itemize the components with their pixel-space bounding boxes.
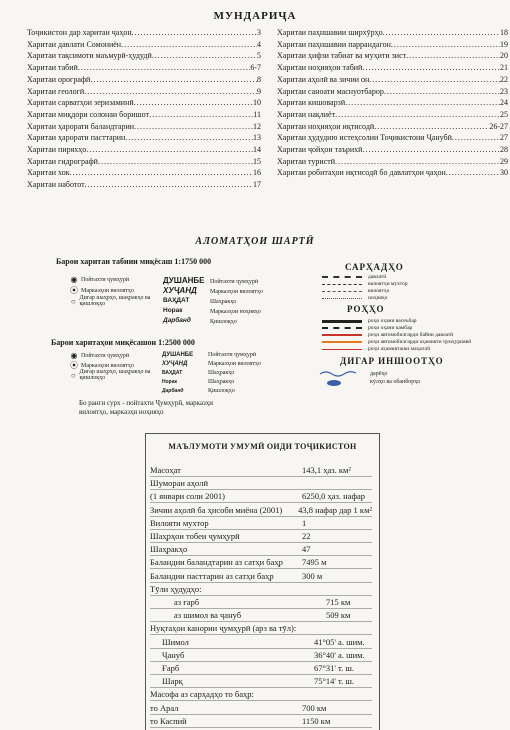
toc-title: Харитаи ноҳияҳои табиӣ bbox=[277, 63, 363, 73]
toc-item bbox=[27, 156, 261, 168]
info-value: 509 км bbox=[326, 610, 351, 621]
info-key: аз шимол ва ҷануб bbox=[174, 610, 242, 621]
toc-leader bbox=[78, 62, 251, 74]
toc-page: 20 bbox=[500, 51, 508, 61]
info-value bbox=[302, 688, 372, 700]
river-lake-icon bbox=[318, 368, 368, 388]
border-district: ноҳияҳо bbox=[322, 295, 387, 301]
toc-item bbox=[27, 27, 261, 39]
toc-title: Харитаи ҷойҳои таърихӣ bbox=[277, 145, 363, 155]
info-value: 36°40' а. шим. bbox=[314, 649, 365, 660]
toc-item bbox=[277, 86, 508, 98]
toc-leader bbox=[383, 27, 500, 39]
roads-title: РОҲҲО bbox=[347, 304, 385, 314]
toc-title: Харитаи миқдори солонаи боришот bbox=[27, 109, 150, 119]
toc-item bbox=[27, 109, 261, 121]
center-symbol-icon: ⦿ bbox=[70, 361, 78, 370]
toc-page: 28 bbox=[500, 145, 508, 155]
toc-leader bbox=[369, 74, 500, 86]
toc-title: Харитаи нақлиёт bbox=[277, 109, 336, 119]
toc-item bbox=[277, 97, 508, 109]
info-box bbox=[145, 433, 380, 730]
toc-item bbox=[277, 50, 508, 62]
info-value: 22 bbox=[302, 531, 311, 541]
toc-item bbox=[277, 167, 508, 179]
info-key: аз ғарб bbox=[174, 597, 200, 607]
info-row bbox=[150, 570, 372, 583]
toc-title: Харитаи ноҳияҳои иқтисодӣ bbox=[277, 121, 375, 131]
toc-item bbox=[277, 121, 508, 133]
toc-item bbox=[277, 109, 508, 121]
info-row bbox=[150, 675, 372, 688]
toc-leader bbox=[149, 109, 253, 121]
toc-item bbox=[277, 156, 508, 168]
info-value bbox=[302, 622, 372, 634]
border-autonomous: вилоятҳи мухтор bbox=[322, 281, 408, 287]
border-state: давлатӣ bbox=[322, 274, 386, 280]
info-value: 43,8 нафар дар 1 км² bbox=[298, 504, 372, 515]
info-value: 67°31' т. ш. bbox=[314, 663, 355, 673]
toc-leader bbox=[452, 132, 500, 144]
toc-title: Харитаи кишоварзӣ bbox=[277, 98, 346, 108]
toc-leader bbox=[374, 121, 489, 133]
info-row bbox=[150, 530, 372, 543]
capital-symbol-icon: ◉ bbox=[70, 351, 78, 360]
toc-leader bbox=[85, 179, 253, 191]
toc-leader bbox=[86, 144, 253, 156]
road-narrow-rail: роҳи оҳани камбар bbox=[322, 325, 412, 331]
toc-title: Харитаи геологӣ bbox=[27, 86, 85, 96]
toc-item bbox=[277, 74, 508, 86]
toc-page: 3 bbox=[257, 28, 261, 37]
legend-title: АЛОМАТҲОИ ШАРТӢ bbox=[195, 236, 315, 247]
toc-title: Харитаи туристӣ bbox=[277, 156, 336, 166]
info-key: Вилояти мухтор bbox=[150, 517, 209, 528]
toc-title: Харитаи наботот bbox=[27, 180, 85, 190]
toc-leader bbox=[406, 50, 500, 62]
toc-leader bbox=[362, 144, 500, 156]
info-value: 41°05' а. шим. bbox=[314, 636, 365, 647]
toc-page: 4 bbox=[257, 39, 261, 49]
toc-page: 27 bbox=[500, 133, 508, 143]
toc-title: Харитаи саноати маснуотбарор bbox=[277, 86, 384, 96]
info-row bbox=[150, 490, 372, 503]
toc-page: 19 bbox=[500, 39, 508, 49]
info-key: Шаҳрҳои тобеи ҷумҳурӣ bbox=[150, 531, 240, 541]
legend-a-names: ДУШАНБЕ ХУҶАНД ВАҲДАТ Норак Дарбанд bbox=[163, 276, 205, 324]
toc-leader bbox=[335, 156, 500, 168]
toc-page: 24 bbox=[500, 98, 508, 108]
legend-a-sym-other: ○ Дигар шаҳрҳо, шаҳракҳо ва қишлоқҳо bbox=[67, 295, 167, 307]
info-key: Зичии аҳолӣ ба ҳисоби миёна (2001) bbox=[150, 504, 283, 515]
toc-item bbox=[277, 39, 508, 51]
toc-leader bbox=[134, 121, 253, 133]
toc-leader bbox=[90, 74, 257, 86]
toc-title: Харитаи паҳншавии ширхӯрҳо bbox=[277, 28, 383, 37]
toc-title: Харитаи ҳифзи табиат ва муҳити зист bbox=[277, 51, 407, 61]
toc-page: 29 bbox=[500, 156, 508, 166]
toc-item bbox=[27, 97, 261, 109]
toc-title: Харитаи табиӣ bbox=[27, 63, 78, 73]
info-key: Шумораи аҳолӣ bbox=[150, 478, 208, 489]
road-republic: роҳи автомобилгарди аҳамияти ҷумҳуриявӣ bbox=[322, 339, 471, 345]
info-row bbox=[150, 464, 372, 477]
info-row bbox=[150, 596, 372, 609]
info-row bbox=[150, 609, 372, 622]
info-key: Масоҳат bbox=[150, 465, 181, 475]
toc-item bbox=[27, 62, 261, 74]
toc-page: 26-27 bbox=[489, 121, 508, 131]
toc-leader bbox=[125, 132, 253, 144]
info-value: 75°14' т. ш. bbox=[314, 676, 355, 687]
town-symbol-icon: ○ bbox=[70, 370, 76, 380]
info-value: 7495 м bbox=[302, 557, 327, 568]
toc-item bbox=[27, 132, 261, 144]
legend-b-names: ДУШАНБЕ ХУҶАНД ВАҲДАТ Норак Дарбанд bbox=[162, 352, 194, 394]
toc-page: 11 bbox=[253, 109, 261, 119]
toc-title: Харитаи сарватҳои зеризаминӣ bbox=[27, 98, 134, 108]
toc-item bbox=[27, 50, 261, 62]
toc-title: Харитаи паҳншавии паррандагон bbox=[277, 39, 391, 49]
info-key: Масофа аз сарҳадҳо то баҳр: bbox=[150, 689, 254, 700]
toc-item bbox=[27, 74, 261, 86]
toc-title: Харитаи ҳудудию истеҳсолии Тоҷикистони Ҷанубӣ bbox=[277, 133, 452, 143]
toc-leader bbox=[134, 97, 253, 109]
toc-item bbox=[27, 86, 261, 98]
info-value bbox=[302, 477, 372, 489]
legend-a-sym-capital: ◉ Пойтахти ҷумҳурӣ bbox=[67, 275, 129, 284]
info-key: то Каспий bbox=[150, 715, 187, 726]
toc-page: 21 bbox=[500, 63, 508, 73]
road-wide-rail: роҳи оҳани васеъбар bbox=[322, 318, 417, 324]
toc-page: 30 bbox=[500, 168, 508, 178]
legend-a-sym-center: ⦿ Марказҳои вилоятҳо bbox=[67, 285, 134, 296]
toc-leader bbox=[98, 156, 253, 168]
info-value: 1150 км bbox=[302, 715, 331, 726]
toc-item bbox=[27, 121, 261, 133]
info-row bbox=[150, 649, 372, 662]
info-key: (1 январи соли 2001) bbox=[150, 491, 225, 502]
toc-leader bbox=[121, 39, 257, 51]
toc-page: 23 bbox=[500, 86, 508, 96]
center-symbol-icon: ⦿ bbox=[70, 286, 78, 295]
info-row bbox=[150, 702, 372, 715]
toc-leader bbox=[84, 86, 257, 98]
toc-item bbox=[277, 62, 508, 74]
info-row bbox=[150, 517, 372, 530]
toc-item bbox=[27, 39, 261, 51]
toc-title: Харитаи давлати Сомониён bbox=[27, 39, 122, 49]
toc-page: 8 bbox=[257, 74, 261, 84]
toc-leader bbox=[345, 97, 500, 109]
info-row bbox=[150, 715, 372, 728]
toc-leader bbox=[70, 167, 253, 179]
toc-item bbox=[277, 27, 508, 39]
toc-leader bbox=[362, 62, 500, 74]
toc-title: Харитаи ҳарорати пасттарин bbox=[27, 133, 126, 143]
info-row bbox=[150, 556, 372, 569]
toc-title: Харитаи гидрографӣ bbox=[27, 156, 98, 166]
toc-leader bbox=[335, 109, 500, 121]
toc-page: 17 bbox=[253, 180, 261, 190]
info-key: Шаҳракҳо bbox=[150, 544, 188, 555]
toc-title: Харитаи аҳолӣ ва зичии он bbox=[277, 74, 370, 84]
toc-title: Харитаи робитаҳои иқтисодӣ бо давлатҳои ҷаҳон bbox=[277, 168, 446, 178]
town-symbol-icon: ○ bbox=[70, 296, 76, 306]
toc-page: 13 bbox=[253, 133, 261, 143]
legend-b-sym-other: ○ Дигар шаҳрҳо, шаҳракҳо ва қишлоқҳо bbox=[67, 369, 167, 381]
info-value bbox=[302, 583, 372, 595]
legend-b-sym-capital: ◉ Пойтахти ҷумҳурӣ bbox=[67, 351, 129, 360]
toc-title: Харитаи хок bbox=[27, 168, 70, 178]
info-row bbox=[150, 477, 372, 490]
toc-page: 18 bbox=[500, 28, 508, 37]
legend-b-label: Барои харитаҳои миқёсашон 1:2500 000 bbox=[51, 338, 195, 347]
info-row bbox=[150, 662, 372, 675]
toc-leader bbox=[152, 50, 257, 62]
info-key: Ҷануб bbox=[162, 649, 185, 660]
toc-leader bbox=[132, 27, 257, 39]
toc-page: 16 bbox=[253, 168, 261, 178]
info-key: Баландии пасттарин аз сатҳи баҳр bbox=[150, 570, 274, 581]
info-key: Баландии баландтарин аз сатҳи баҳр bbox=[150, 557, 283, 568]
toc-leader bbox=[446, 167, 500, 179]
info-value: 143,1 ҳаз. км² bbox=[302, 465, 351, 475]
info-value: 6250,0 ҳаз. нафар bbox=[302, 491, 365, 502]
toc-page: 12 bbox=[253, 121, 261, 131]
other-items: дарёҳо кӯлҳо ва обанборҳо bbox=[370, 371, 421, 385]
toc-page: 25 bbox=[500, 109, 508, 119]
toc-item bbox=[27, 167, 261, 179]
borders-title: САРҲАДҲО bbox=[345, 262, 404, 272]
legend-a-label: Барои харитаи табиии миқёсаш 1:1750 000 bbox=[56, 257, 212, 266]
info-row bbox=[150, 688, 372, 701]
page-title: МУНДАРИҶА bbox=[213, 10, 297, 22]
info-title: МАЪЛУМОТИ УМУМӢ ОИДИ ТОҶИКИСТОН bbox=[168, 442, 357, 451]
toc-leader bbox=[384, 86, 500, 98]
toc-page: 5 bbox=[257, 51, 261, 61]
toc-title: Тоҷикистон дар харитаи ҷаҳон bbox=[27, 28, 132, 37]
info-value: 715 км bbox=[326, 597, 351, 607]
toc-page: 10 bbox=[253, 98, 261, 108]
info-value: 1 bbox=[302, 517, 307, 528]
toc-page: 22 bbox=[500, 74, 508, 84]
legend-note: Бо ранги сурх - пойтахти Ҷумҳурӣ, марказҳи вилоятҳо, марказҳи ноҳияҳо bbox=[79, 399, 213, 416]
border-province: вилоятҳо bbox=[322, 288, 389, 294]
info-key: Нуқтаҳои канории ҷумҳурӣ (арз ва тӯл): bbox=[150, 623, 297, 634]
info-key: Ғарб bbox=[162, 663, 180, 673]
info-row bbox=[150, 583, 372, 596]
road-local: роҳи аҳамияташи маҳаллӣ bbox=[322, 346, 430, 352]
info-row bbox=[150, 543, 372, 556]
info-row bbox=[150, 636, 372, 649]
info-value: 700 км bbox=[302, 702, 327, 713]
toc-item bbox=[277, 132, 508, 144]
toc-page: 14 bbox=[253, 145, 261, 155]
toc-page: 6-7 bbox=[250, 63, 261, 73]
toc-title: Харитаи ҳарорати баландтарин bbox=[27, 121, 134, 131]
info-key: Шимол bbox=[162, 636, 189, 647]
toc-right bbox=[277, 27, 508, 179]
legend-b-sym-center: ⦿ Марказҳои вилоятҳо bbox=[67, 360, 134, 371]
info-value: 300 м bbox=[302, 570, 323, 581]
info-key: Тӯли ҳудудҳо: bbox=[150, 583, 202, 594]
toc-item bbox=[27, 144, 261, 156]
capital-symbol-icon: ◉ bbox=[70, 275, 78, 284]
other-title: ДИГАР ИНШООТҲО bbox=[340, 356, 444, 366]
toc-page: 15 bbox=[253, 156, 261, 166]
info-value: 47 bbox=[302, 544, 311, 555]
toc-item bbox=[277, 144, 508, 156]
toc-leader bbox=[391, 39, 500, 51]
toc-title: Харитаи пиряхҳо bbox=[27, 145, 87, 155]
road-interstate: роҳи автомобилгарди байни давлатӣ bbox=[322, 332, 453, 338]
info-key: Шарқ bbox=[162, 676, 183, 687]
legend-a-desc: Пойтахти ҷумҳурӣ Марказҳои вилоятҳо Шаҳракҳо Марказҳои ноҳияҳо Қишлоқҳо bbox=[210, 279, 263, 325]
info-row bbox=[150, 622, 372, 635]
toc-title: Харитаи орографӣ bbox=[27, 74, 91, 84]
toc-title: Харитаи тақсимоти маъмурӣ-ҳудудӣ bbox=[27, 51, 152, 61]
info-key: то Арал bbox=[150, 702, 179, 713]
toc-left bbox=[27, 27, 261, 191]
legend-b-desc: Пойтахти ҷумҳурӣ Марказҳои вилоятҳо Шаҳракҳо Шаҳракҳо Қишлоқҳо bbox=[208, 352, 261, 394]
toc-page: 9 bbox=[257, 86, 261, 96]
info-row bbox=[150, 504, 372, 517]
toc-item bbox=[27, 179, 261, 191]
